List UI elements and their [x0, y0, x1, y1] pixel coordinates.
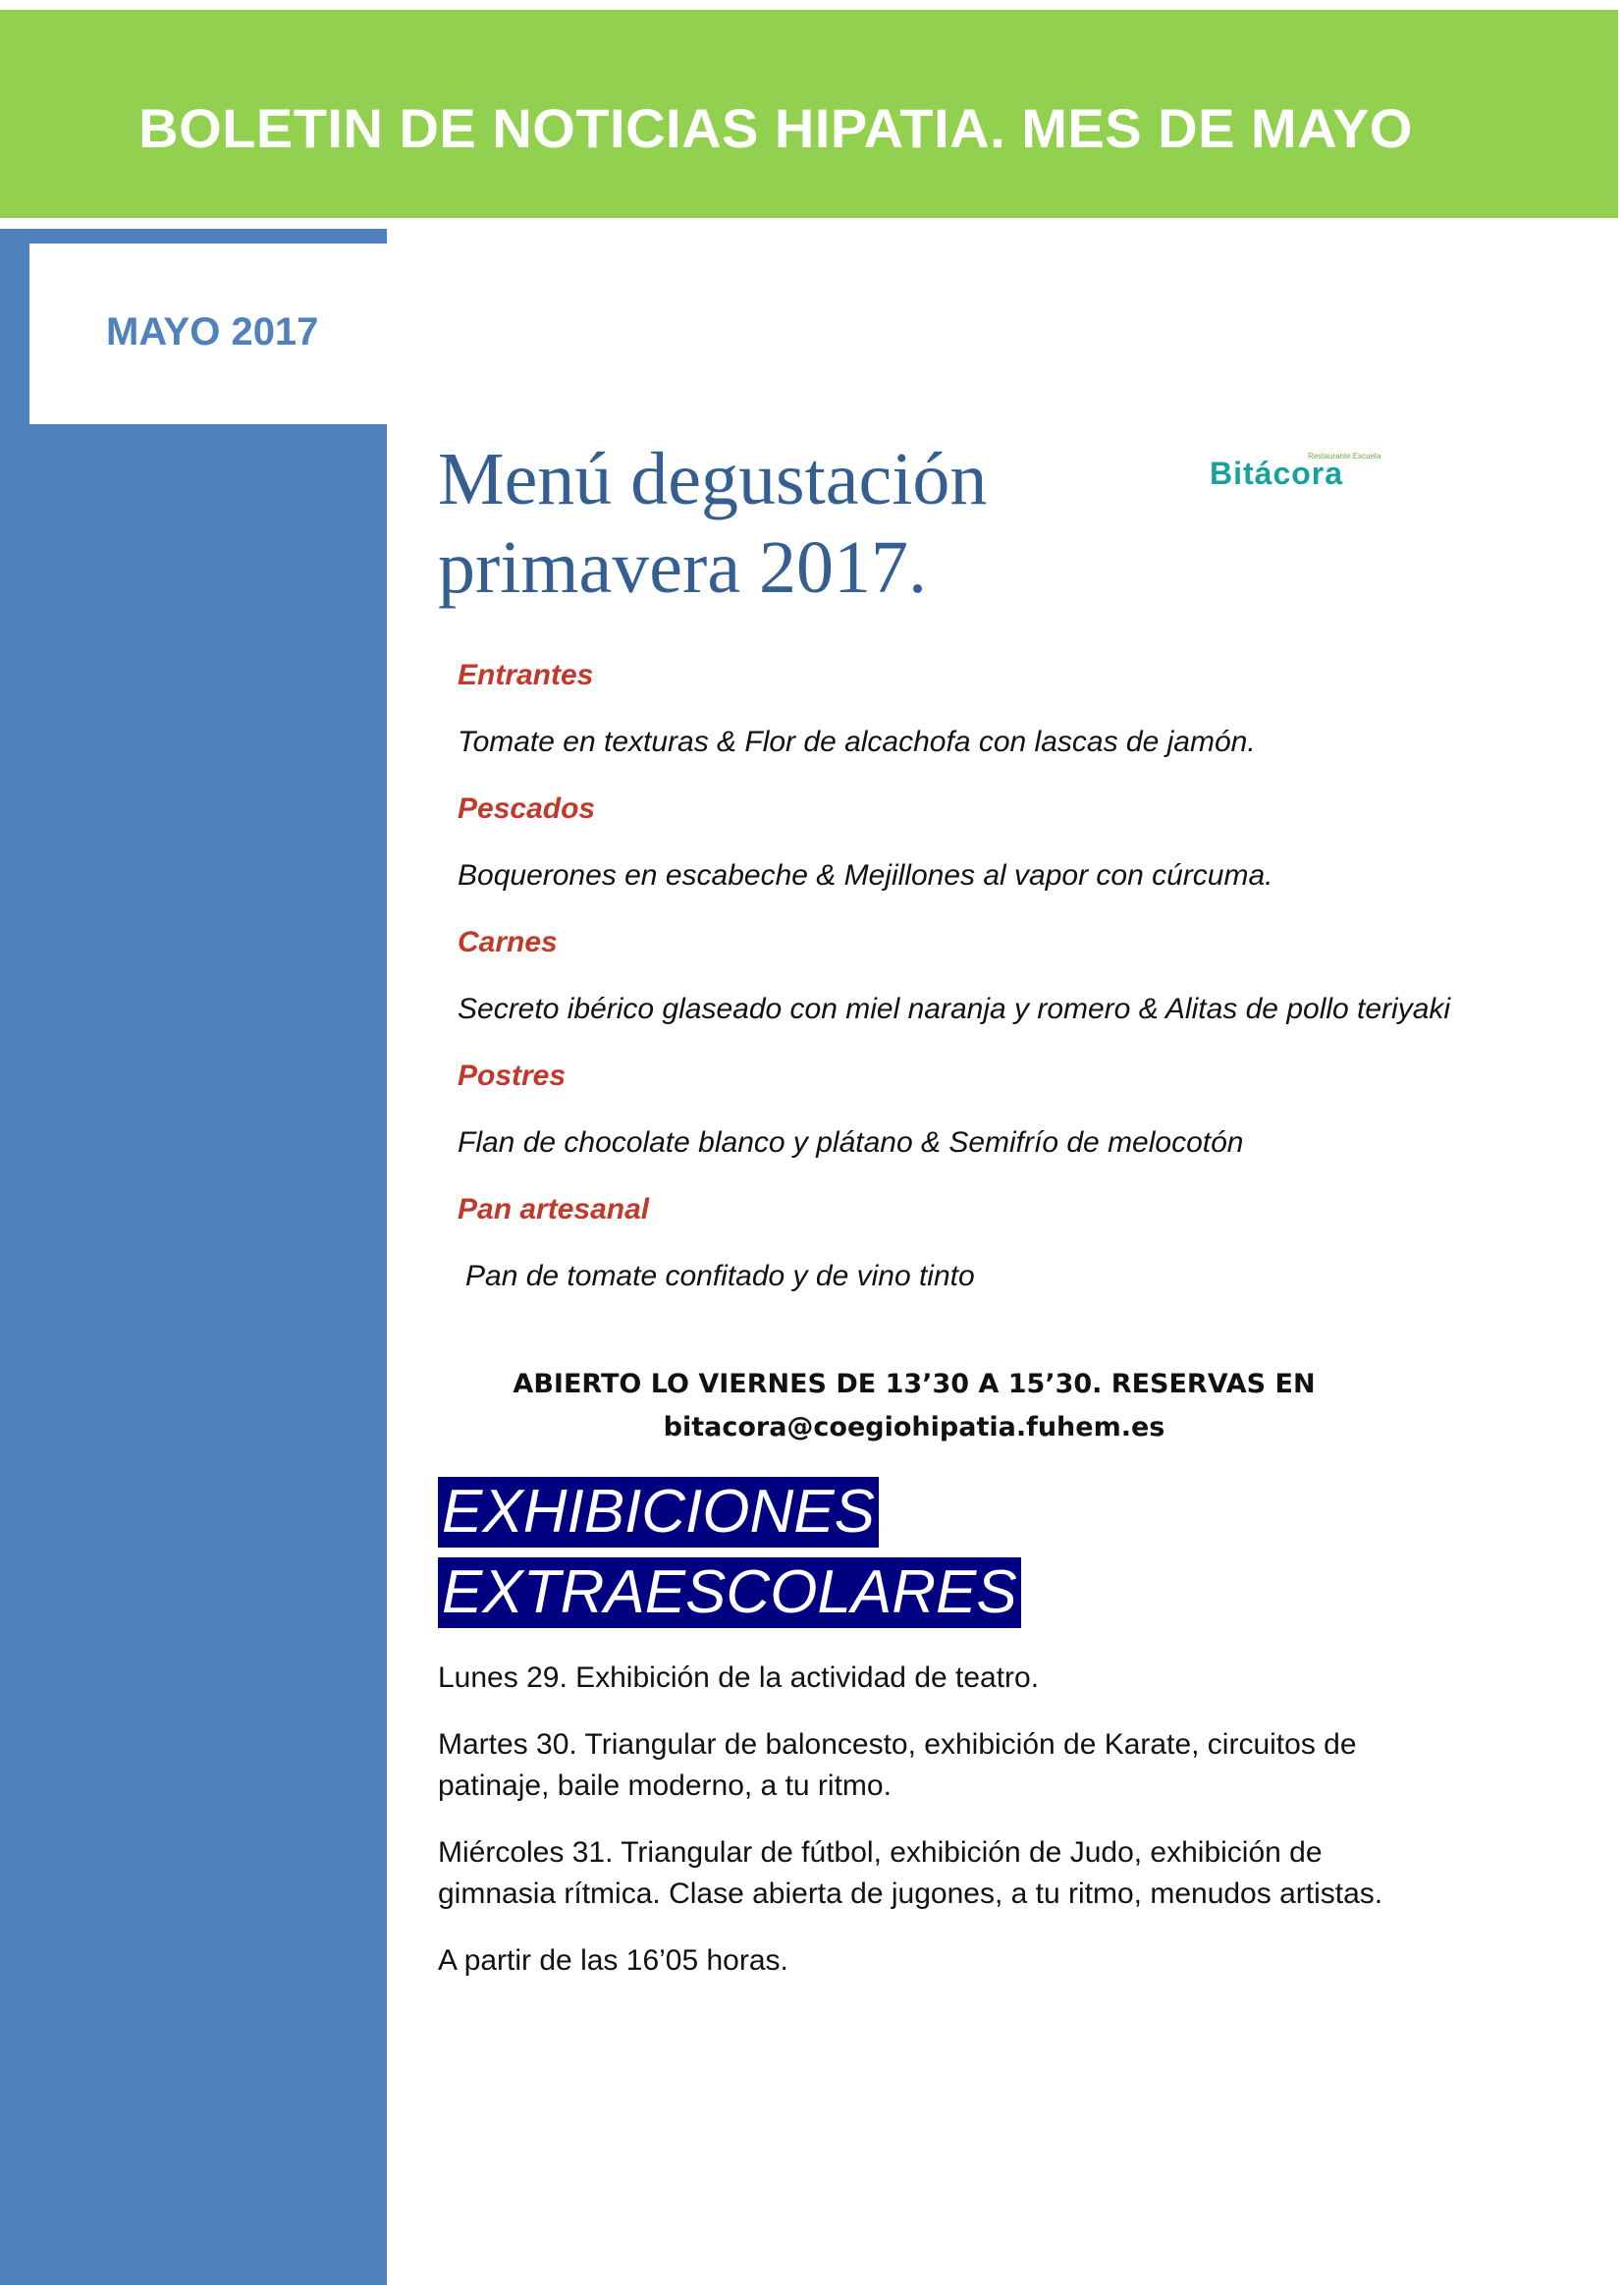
logo-text: Bitácora	[1210, 456, 1344, 491]
course-desc-entrantes: Tomate en texturas & Flor de alcachofa con lascas de jamón.	[458, 726, 1256, 758]
course-title-pan: Pan artesanal	[458, 1193, 650, 1225]
date-box	[29, 244, 387, 424]
course-desc-pan: Pan de tomate confitado y de vino tinto	[465, 1260, 975, 1292]
event-wednesday: Miércoles 31. Triangular de fútbol, exhibición de Judo, exhibición de gimnasia rítmica. Clase abierta de jugones, a tu ritmo, menudos artistas.	[438, 1836, 1383, 1910]
course-title-postres: Postres	[458, 1060, 567, 1092]
sidebar-stripe	[0, 229, 387, 2285]
course-desc-pescados: Boquerones en escabeche & Mejillones al vapor con cúrcuma.	[458, 859, 1273, 892]
menu-title-line1: Menú degustación	[438, 438, 988, 520]
course-title-entrantes: Entrantes	[458, 659, 594, 691]
course-desc-carnes: Secreto ibérico glaseado con miel naranja y romero & Alitas de pollo teriyaki	[458, 993, 1451, 1025]
reservation-email: bitacora@coegiohipatia.fuhem.es	[663, 1412, 1165, 1442]
event-tuesday: Martes 30. Triangular de baloncesto, exhibición de Karate, circuitos de patinaje, baile moderno, a tu ritmo.	[438, 1728, 1357, 1802]
exhibitions-heading-line1: EXHIBICIONES	[438, 1477, 879, 1548]
issue-date: MAYO 2017	[106, 310, 319, 354]
event-monday: Lunes 29. Exhibición de la actividad de teatro.	[438, 1661, 1040, 1694]
menu-course-list	[458, 656, 1587, 1324]
course-title-pescados: Pescados	[458, 792, 596, 825]
course-desc-postres: Flan de chocolate blanco y plátano & Semifrío de melocotón	[458, 1126, 1244, 1159]
course-title-carnes: Carnes	[458, 926, 558, 958]
exhibitions-list	[438, 1658, 1420, 2007]
logo-tagline: Restaurante Escuela	[1308, 452, 1381, 461]
header-banner	[0, 10, 1618, 218]
event-start-time: A partir de las 16’05 horas.	[438, 1944, 788, 1977]
menu-title	[438, 435, 1066, 612]
menu-title-line2: primavera 2017.	[438, 526, 928, 609]
opening-hours: ABIERTO LO VIERNES DE 13’30 A 15’30. RESERVAS EN	[513, 1369, 1316, 1399]
newsletter-title: BOLETIN DE NOTICIAS HIPATIA. MES DE MAYO	[138, 97, 1413, 159]
opening-notice	[438, 1363, 1390, 1449]
exhibitions-heading-line2: EXTRAESCOLARES	[438, 1557, 1021, 1628]
bitacora-logo	[1210, 452, 1381, 499]
